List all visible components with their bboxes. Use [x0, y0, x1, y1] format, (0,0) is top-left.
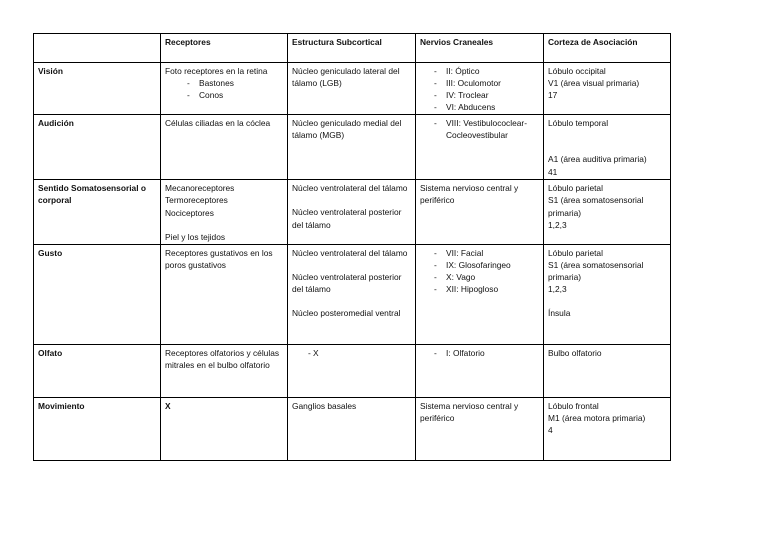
cell-text: Núcleo ventrolateral posterior del tálamo: [292, 271, 402, 294]
cell-text: Lóbulo frontal: [548, 400, 599, 411]
estructura-cell: [288, 344, 416, 397]
list-item: - VIII: Vestibulococlear-Cocleovestibular: [420, 117, 540, 141]
cell-text: Lóbulo temporal: [548, 118, 609, 129]
cell-text: Núcleo ventrolateral del tálamo: [292, 183, 408, 194]
list-item: - VI: Abducens: [420, 101, 540, 113]
header-corteza: Corteza de Asociación: [544, 34, 671, 63]
cell-text: M1 (área motora primaria): [548, 412, 646, 423]
row-label: Movimiento: [34, 397, 161, 460]
corteza-cell: [544, 115, 671, 180]
cell-text: Ganglios basales: [292, 400, 357, 411]
cell-text: V1 (área visual primaria): [548, 78, 640, 89]
spacer: [292, 295, 412, 307]
nervios-cell: [416, 397, 544, 460]
receptores-cell: [161, 180, 288, 244]
spacer: [292, 194, 412, 206]
receptores-cell: X: [161, 397, 288, 460]
estructura-cell: [288, 397, 416, 460]
cell-text: 17: [548, 90, 558, 101]
header-estructura: Estructura Subcortical: [288, 34, 416, 63]
estructura-cell: [288, 180, 416, 244]
nervios-cell: [416, 180, 544, 244]
header-row: [34, 34, 671, 63]
cell-text: Núcleo ventrolateral posterior del tálamo: [292, 207, 402, 230]
cell-text: Receptores olfatorios y células mitrales en el bulbo olfatorio: [165, 347, 280, 370]
receptores-cell: [161, 244, 288, 344]
nervios-cell: [416, 344, 544, 397]
list-item: - Bastones: [165, 77, 284, 89]
row-label: Visión: [34, 63, 161, 115]
spacer: [548, 129, 667, 141]
cell-text: Foto receptores en la retina: [165, 66, 268, 76]
estructura-cell: [288, 63, 416, 115]
header-receptores: Receptores: [161, 34, 288, 63]
cell-text: Receptores gustativos en los poros gustativos: [165, 247, 273, 270]
cell-text: S1 (área somatosensorial primaria): [548, 259, 644, 282]
corteza-cell: [544, 63, 671, 115]
list-item: - III: Oculomotor: [420, 77, 540, 89]
row-label: Audición: [34, 115, 161, 180]
list-item: - II: Óptico: [420, 65, 540, 77]
table-row: [34, 115, 671, 180]
spacer: [548, 141, 667, 153]
table-row: [34, 244, 671, 344]
cell-text: 1,2,3: [548, 284, 567, 295]
cell-text: S1 (área somatosensorial primaria): [548, 195, 644, 218]
list-item: - IX: Glosofaringeo: [420, 259, 540, 271]
table-row: [34, 180, 671, 244]
receptores-cell: [161, 344, 288, 397]
cell-text: Núcleo posteromedial ventral: [292, 308, 401, 319]
table-row: [34, 397, 671, 460]
cell-text: Células ciliadas en la cóclea: [165, 118, 271, 129]
table-row: [34, 344, 671, 397]
cell-text: Bulbo olfatorio: [548, 347, 602, 358]
cell-text: 41: [548, 166, 558, 177]
cell-text: Piel y los tejidos: [165, 231, 226, 242]
senses-table: [33, 33, 671, 461]
cell-text: Lóbulo occipital: [548, 66, 606, 76]
receptores-cell: [161, 115, 288, 180]
nervios-cell: [416, 115, 544, 180]
cell-text: Núcleo geniculado lateral del tálamo (LGB): [292, 66, 400, 89]
list-item: - X: [292, 347, 412, 359]
estructura-cell: [288, 115, 416, 180]
row-label: Sentido Somatosensorial o corporal: [34, 180, 161, 244]
cell-text: Núcleo geniculado medial del tálamo (MGB): [292, 118, 402, 141]
corteza-cell: [544, 344, 671, 397]
cell-text: A1 (área auditiva primaria): [548, 154, 647, 165]
cell-text: 4: [548, 424, 553, 435]
list-item: - XII: Hipogloso: [420, 283, 540, 295]
receptores-cell: [161, 63, 288, 115]
spacer: [292, 259, 412, 271]
cell-text: Termoreceptores: [165, 195, 228, 206]
list-item: - IV: Troclear: [420, 89, 540, 101]
corteza-cell: [544, 244, 671, 344]
row-label: Gusto: [34, 244, 161, 344]
cell-text: Lóbulo parietal: [548, 183, 603, 194]
list-item: - X: Vago: [420, 271, 540, 283]
cell-text: Ínsula: [548, 308, 571, 319]
header-nervios: Nervios Craneales: [416, 34, 544, 63]
nervios-cell: [416, 244, 544, 344]
estructura-cell: [288, 244, 416, 344]
header-empty: [34, 34, 161, 63]
cell-text: Mecanoreceptores: [165, 183, 235, 194]
corteza-cell: [544, 397, 671, 460]
spacer: [165, 219, 284, 231]
nervios-cell: [416, 63, 544, 115]
cell-text: Sistema nervioso central y periférico: [420, 400, 519, 423]
list-item: - VII: Facial: [420, 247, 540, 259]
cell-text: Núcleo ventrolateral del tálamo: [292, 247, 408, 258]
corteza-cell: [544, 180, 671, 244]
cell-text: Lóbulo parietal: [548, 247, 603, 258]
row-label: Olfato: [34, 344, 161, 397]
cell-text: Nociceptores: [165, 207, 214, 218]
spacer: [548, 295, 667, 307]
cell-text: 1,2,3: [548, 219, 567, 230]
list-item: - I: Olfatorio: [420, 347, 540, 359]
table-row: [34, 63, 671, 115]
list-item: - Conos: [165, 89, 284, 101]
cell-text: Sistema nervioso central y periférico: [420, 183, 519, 206]
